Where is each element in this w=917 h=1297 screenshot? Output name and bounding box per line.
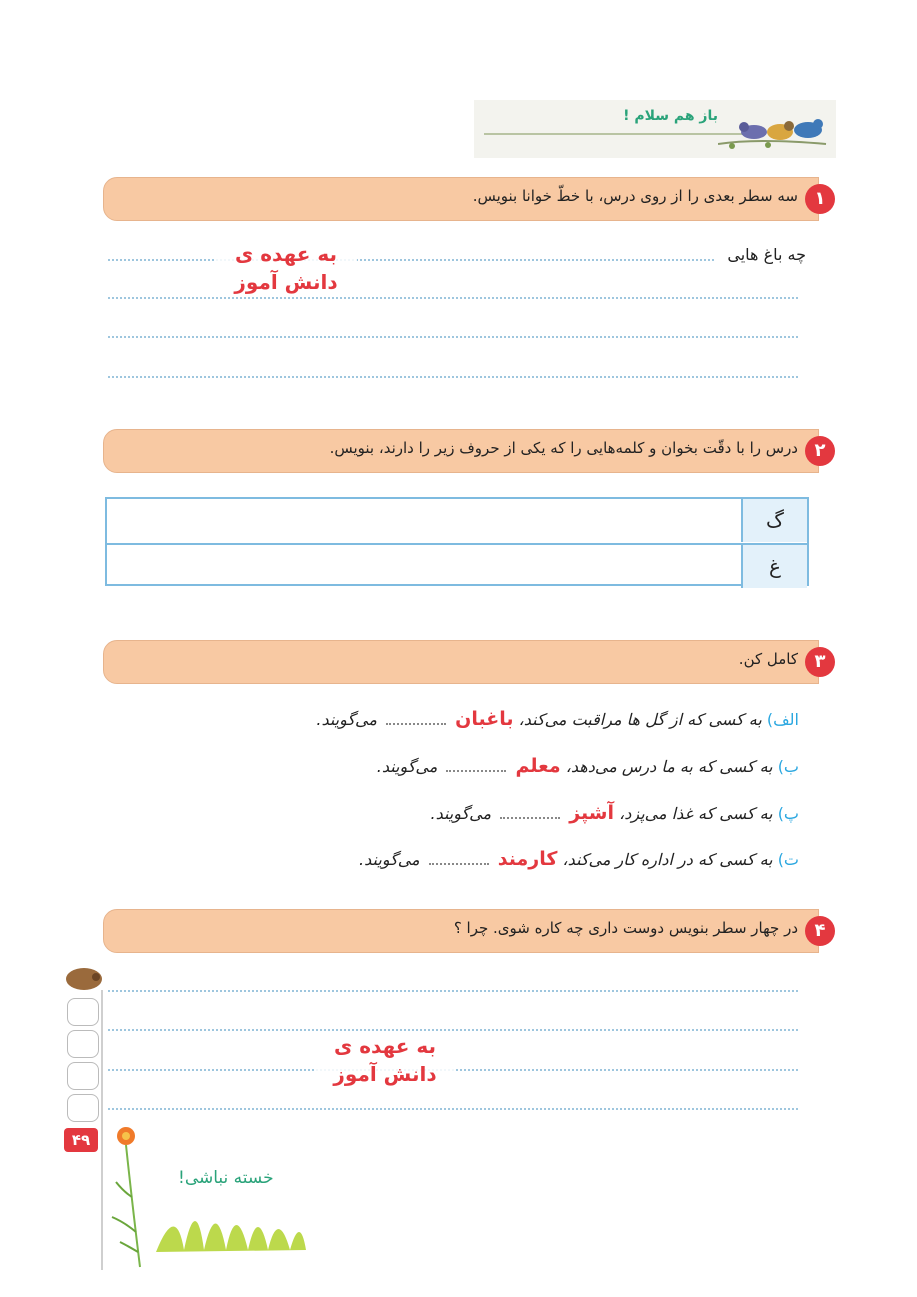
- answer-text: آشپز: [569, 802, 615, 824]
- blank[interactable]: [386, 723, 446, 725]
- letter-cell: گ: [741, 499, 807, 542]
- student-note-2: [315, 1032, 455, 1088]
- fill-in-line: [316, 708, 799, 730]
- instruction-2: درس را با دقّت بخوان و کلمه‌هایی را که یکی از حروف زیر را دارند، بنویس.: [329, 439, 798, 457]
- answer-text: معلم: [515, 755, 561, 777]
- writing-line[interactable]: [108, 990, 798, 992]
- item-text: می‌گویند.: [376, 757, 438, 776]
- checkbox[interactable]: [67, 998, 99, 1026]
- answer-text: باغبان: [455, 708, 514, 730]
- item-text: به کسی که به ما درس می‌دهد،: [565, 757, 773, 776]
- note-line: دانش آموز: [333, 1062, 437, 1086]
- blank[interactable]: [429, 863, 489, 865]
- section-number-2: ۲: [805, 436, 835, 466]
- instruction-bar-3: [103, 640, 819, 684]
- checkbox[interactable]: [67, 1094, 99, 1122]
- letters-table: [105, 497, 809, 586]
- banner-title: باز هم سلام !: [623, 108, 718, 124]
- item-text: می‌گویند.: [316, 710, 377, 729]
- writing-line[interactable]: [108, 259, 714, 261]
- checkbox[interactable]: [67, 1030, 99, 1058]
- instruction-bar-4: [103, 909, 819, 953]
- birds-icon: [718, 108, 828, 152]
- writing-line[interactable]: [108, 297, 798, 299]
- fill-in-line: [430, 802, 799, 824]
- section-number-1: ۱: [805, 184, 835, 214]
- fill-in-line: [359, 848, 799, 870]
- hedgehog-icon: [64, 963, 104, 991]
- margin-line: [101, 990, 103, 1270]
- table-row: [107, 543, 807, 588]
- fill-in-line: [377, 755, 799, 777]
- table-row: [107, 499, 807, 542]
- section-number-4: ۴: [805, 916, 835, 946]
- copy-start-text: چه باغ هایی: [727, 245, 806, 264]
- instruction-1: سه سطر بعدی را از روی درس، با خطّ خوانا بنویس.: [472, 187, 798, 205]
- item-text: به کسی که غذا می‌پزد،: [619, 804, 773, 823]
- note-line: به عهده ی: [234, 242, 338, 266]
- writing-line[interactable]: [108, 376, 798, 378]
- blank[interactable]: [446, 770, 506, 772]
- item-label: الف): [766, 710, 799, 729]
- instruction-bar-1: [103, 177, 819, 221]
- writing-line[interactable]: [108, 1108, 798, 1110]
- item-text: به کسی که از گل ها مراقبت می‌کند،: [518, 710, 762, 729]
- item-label: ب): [777, 757, 799, 776]
- writing-line[interactable]: [108, 336, 798, 338]
- item-text: می‌گویند.: [430, 804, 492, 823]
- item-text: می‌گویند.: [359, 850, 420, 869]
- note-line: دانش آموز: [234, 270, 338, 294]
- section-number-3: ۳: [805, 647, 835, 677]
- banner-branch: [484, 133, 744, 135]
- item-label: ت): [777, 850, 799, 869]
- note-line: به عهده ی: [333, 1034, 437, 1058]
- item-label: پ): [777, 804, 799, 823]
- letter-cell: غ: [741, 545, 807, 588]
- farewell-text: خسته نباشی!: [178, 1168, 274, 1188]
- page-number: ۴۹: [64, 1128, 98, 1152]
- instruction-4: در چهار سطر بنویس دوست داری چه کاره شوی. چرا ؟: [453, 919, 798, 937]
- checkbox[interactable]: [67, 1062, 99, 1090]
- blank[interactable]: [500, 817, 560, 819]
- instruction-3: کامل کن.: [738, 650, 798, 668]
- header-banner: [474, 100, 836, 158]
- flower-grass-icon: [106, 1122, 316, 1272]
- item-text: به کسی که در اداره کار می‌کند،: [562, 850, 773, 869]
- writing-line[interactable]: [108, 1029, 798, 1031]
- answer-text: کارمند: [497, 848, 558, 870]
- instruction-bar-2: [103, 429, 819, 473]
- student-note-1: [215, 240, 357, 296]
